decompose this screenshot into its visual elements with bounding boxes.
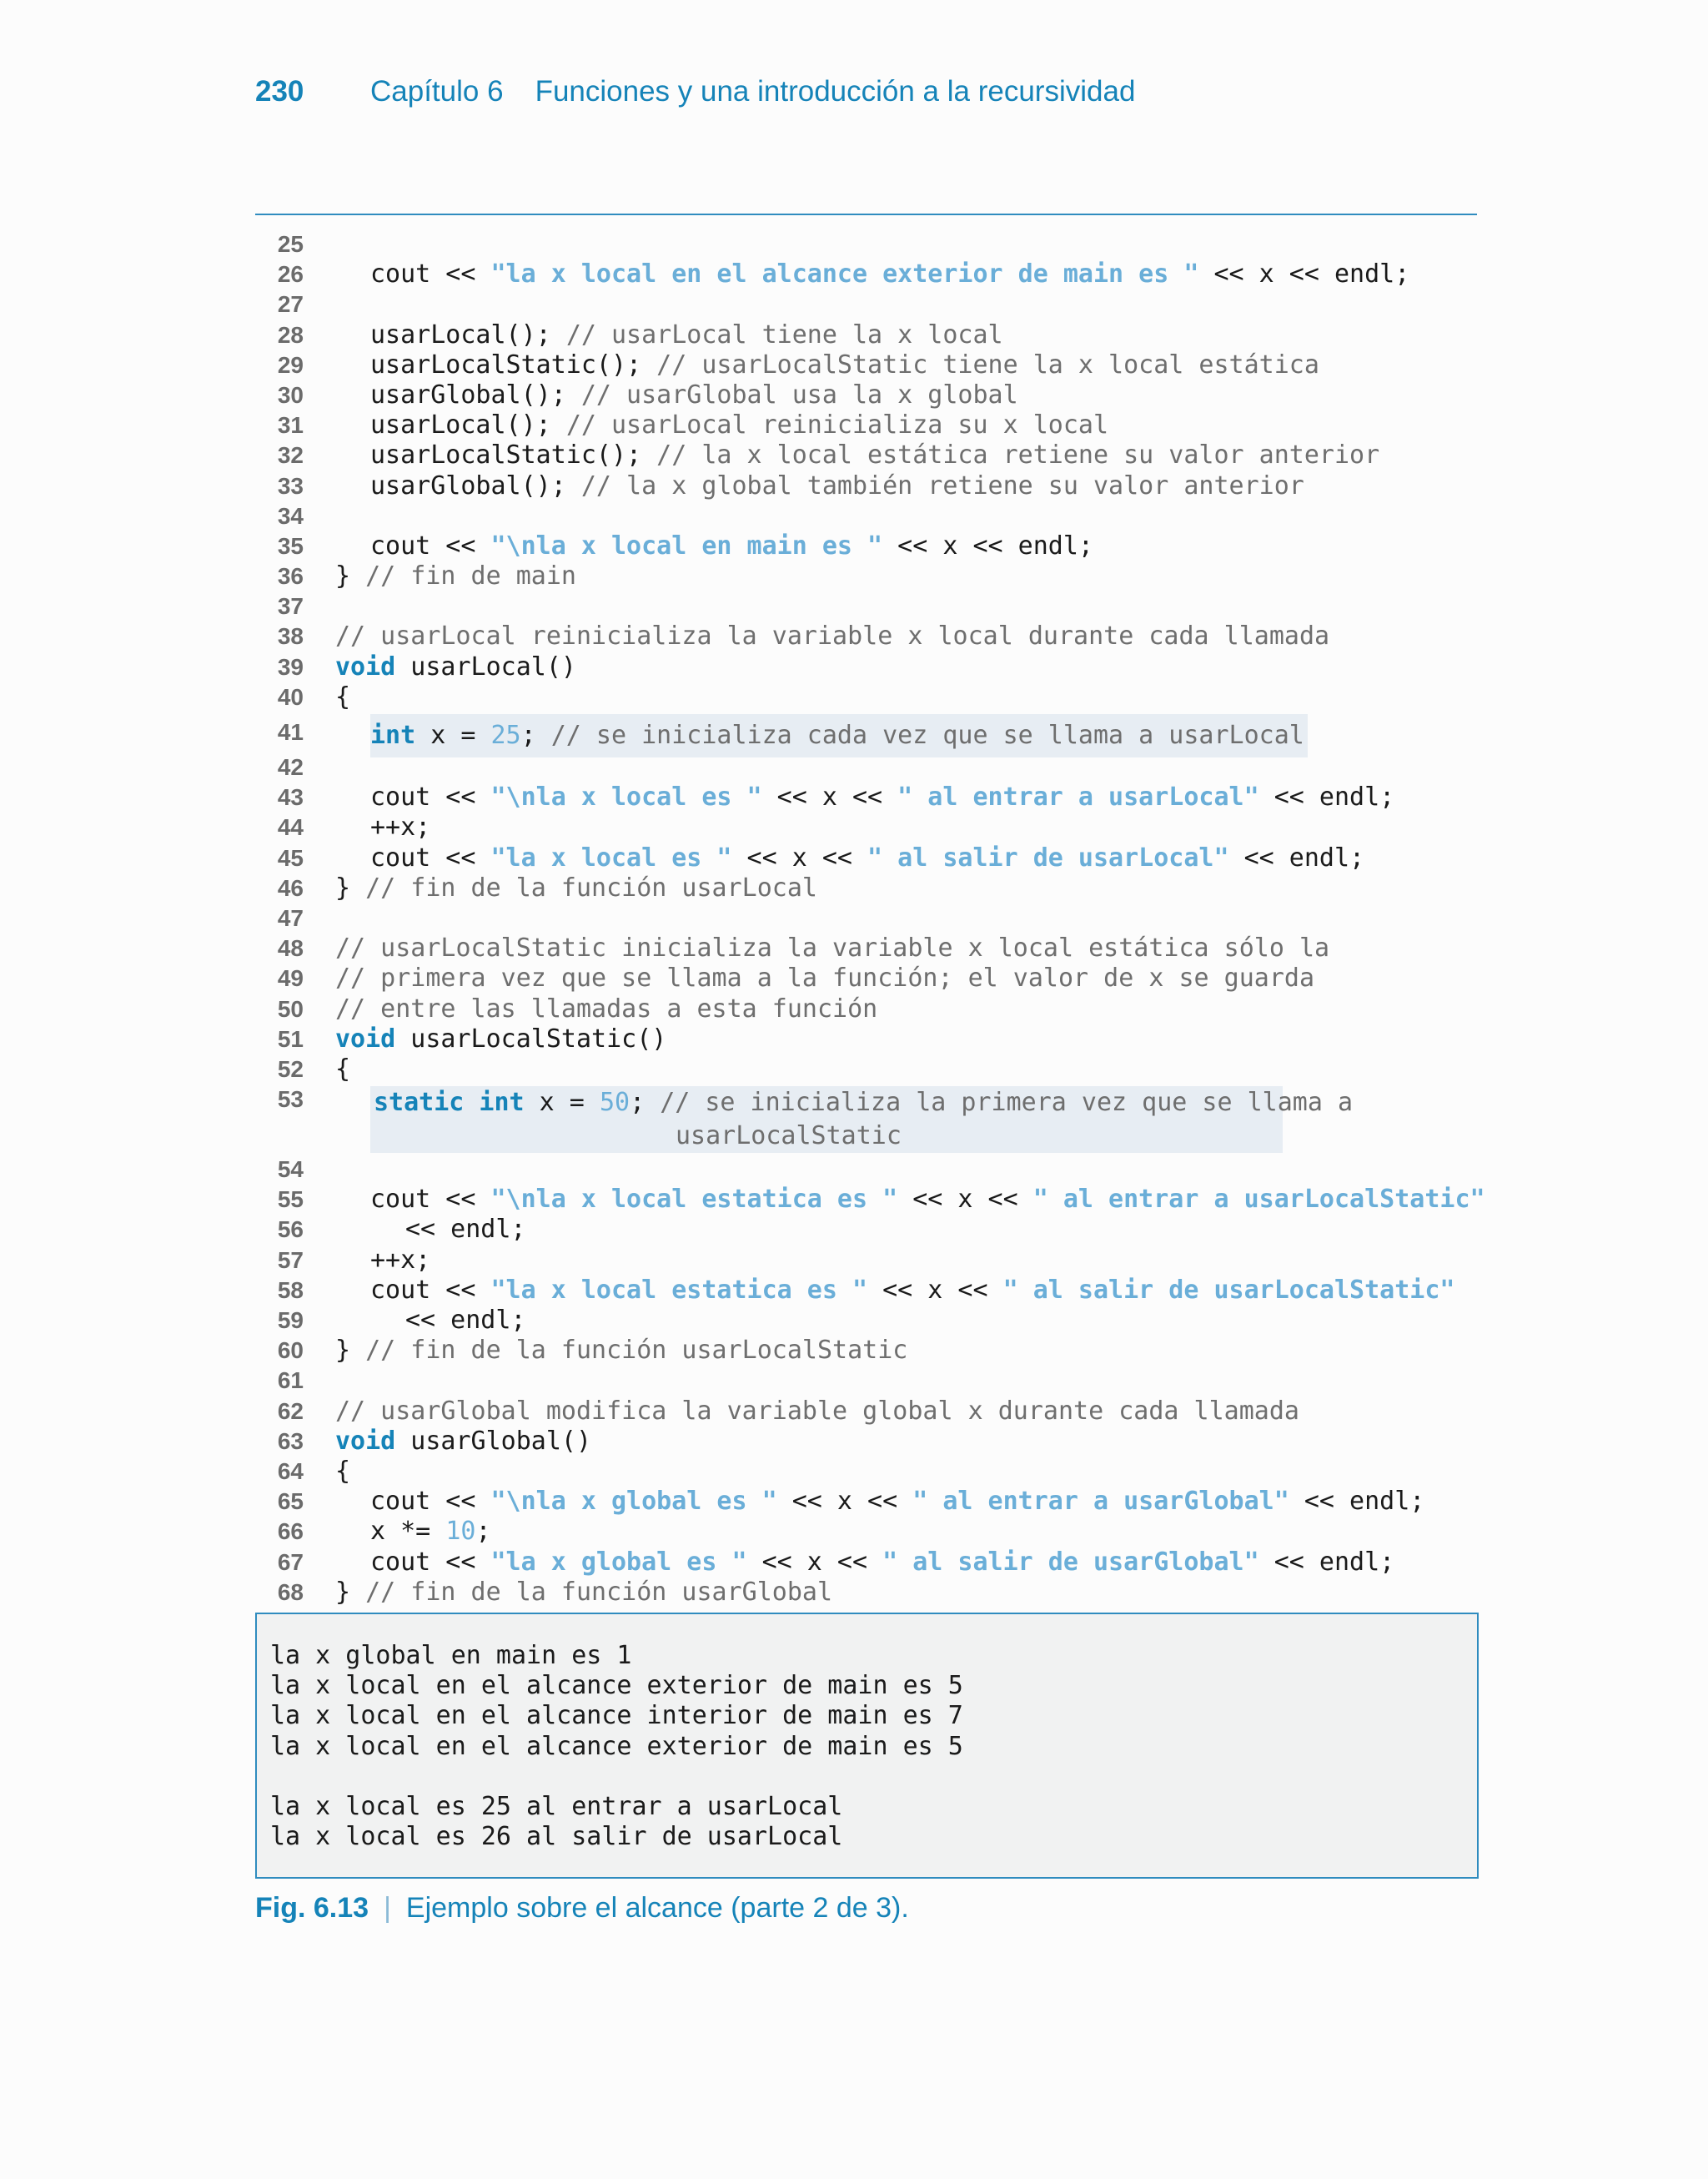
code-text: cout << xyxy=(370,1185,491,1215)
code-comment: // usarLocal reinicializa su x local xyxy=(565,410,1109,440)
code-comment: // usarGlobal modifica la variable global x durante cada llamada xyxy=(335,1396,1299,1426)
code-comment: // fin de la función usarGlobal xyxy=(365,1577,833,1607)
chapter-label: Capítulo 6 xyxy=(370,75,504,108)
code-line xyxy=(255,410,1477,440)
code-text: ; xyxy=(630,1088,661,1118)
code-keyword: void xyxy=(335,1024,396,1054)
code-line xyxy=(255,1215,1477,1245)
code-line xyxy=(255,652,1477,682)
code-line xyxy=(255,1246,1477,1276)
code-listing xyxy=(255,229,1485,1608)
code-text: usarLocal(); xyxy=(370,320,566,350)
output-line: la x local en el alcance exterior de main es 5 xyxy=(270,1731,963,1761)
line-number: 49 xyxy=(277,965,304,992)
code-line xyxy=(255,873,1477,903)
code-text: } xyxy=(335,873,366,903)
line-number: 53 xyxy=(277,1086,304,1113)
code-line xyxy=(255,994,1477,1024)
line-number: 65 xyxy=(277,1488,304,1515)
code-comment: // primera vez que se llama a la función; el valor de x se guarda xyxy=(335,964,1314,994)
code-line-highlighted xyxy=(255,714,1477,751)
line-number: 56 xyxy=(277,1216,304,1243)
code-line xyxy=(255,813,1477,843)
code-line xyxy=(255,380,1477,410)
line-number: 26 xyxy=(277,261,304,288)
code-string: " al entrar a usarLocalStatic" xyxy=(1032,1185,1485,1215)
line-number: 60 xyxy=(277,1337,304,1364)
code-line xyxy=(255,964,1477,994)
code-line xyxy=(255,1547,1477,1578)
code-text: << x << xyxy=(746,1547,883,1577)
code-text: cout << xyxy=(370,1487,491,1517)
line-number: 29 xyxy=(277,351,304,378)
line-number: 42 xyxy=(277,754,304,780)
code-string: " al entrar a usarGlobal" xyxy=(912,1487,1289,1517)
code-line xyxy=(255,440,1477,471)
code-comment: // entre las llamadas a esta función xyxy=(335,994,878,1024)
code-line xyxy=(255,1396,1477,1427)
code-text: << endl; xyxy=(405,1215,526,1245)
code-string: "\nla x global es " xyxy=(490,1487,777,1517)
code-line xyxy=(255,933,1477,964)
code-text: << x << xyxy=(867,1275,1003,1305)
code-text: << endl; xyxy=(1228,843,1365,873)
code-text: { xyxy=(335,682,351,712)
code-line xyxy=(255,752,1477,783)
code-comment: // fin de la función usarLocalStatic xyxy=(365,1336,908,1366)
code-line xyxy=(255,1185,1485,1215)
page-number: 230 xyxy=(255,75,304,108)
code-line xyxy=(255,903,1477,933)
line-number: 68 xyxy=(277,1578,304,1605)
code-number: 50 xyxy=(599,1088,630,1118)
line-number: 38 xyxy=(277,623,304,650)
code-string: "la x local en el alcance exterior de main es " xyxy=(490,259,1199,289)
code-text: ++x; xyxy=(370,1245,431,1275)
line-number: 46 xyxy=(277,874,304,901)
code-comment: // usarLocal tiene la x local xyxy=(565,320,1003,350)
line-number: 25 xyxy=(277,231,304,257)
line-number: 66 xyxy=(277,1518,304,1545)
code-comment-continuation: usarLocalStatic xyxy=(676,1121,902,1151)
code-line xyxy=(255,1276,1477,1306)
code-line xyxy=(255,1054,1477,1084)
line-number: 32 xyxy=(277,442,304,469)
code-text: usarGlobal(); xyxy=(370,380,581,410)
code-text: << x << xyxy=(761,783,898,813)
line-number: 28 xyxy=(277,321,304,348)
code-line xyxy=(255,259,1477,289)
line-number: 57 xyxy=(277,1246,304,1273)
code-comment: // usarLocal reinicializa la variable x local durante cada llamada xyxy=(335,621,1330,652)
code-line xyxy=(255,1306,1477,1336)
code-line xyxy=(255,350,1477,380)
code-string: "\nla x local en main es " xyxy=(490,531,883,561)
code-text: cout << xyxy=(370,783,491,813)
code-text: cout << xyxy=(370,1547,491,1577)
line-number: 63 xyxy=(277,1427,304,1454)
line-number: 30 xyxy=(277,381,304,408)
code-text: } xyxy=(335,1577,366,1607)
header-rule xyxy=(255,214,1477,215)
line-number: 54 xyxy=(277,1156,304,1183)
code-text: << x << endl; xyxy=(882,531,1093,561)
code-line xyxy=(255,1427,1477,1457)
line-number: 51 xyxy=(277,1025,304,1052)
line-number: 35 xyxy=(277,532,304,559)
code-text: << x << xyxy=(776,1487,913,1517)
code-line xyxy=(255,591,1477,621)
code-keyword: int xyxy=(370,721,416,750)
code-text: usarLocalStatic(); xyxy=(370,350,657,380)
code-text: usarLocal() xyxy=(395,652,576,682)
code-text: ; xyxy=(475,1517,491,1547)
line-number: 61 xyxy=(277,1367,304,1394)
figure-caption xyxy=(255,1892,909,1925)
code-text: ; xyxy=(520,721,551,750)
code-text: << endl; xyxy=(405,1306,526,1335)
code-comment: // usarGlobal usa la x global xyxy=(580,380,1018,410)
output-line: la x local en el alcance interior de main es 7 xyxy=(270,1701,963,1731)
code-text: usarGlobal(); xyxy=(370,471,581,501)
code-line xyxy=(255,1517,1477,1547)
code-number: 10 xyxy=(445,1517,476,1547)
code-string: "la x local es " xyxy=(490,843,732,873)
code-text: x = xyxy=(415,721,491,750)
line-number: 59 xyxy=(277,1307,304,1333)
code-comment: // fin de la función usarLocal xyxy=(365,873,817,903)
code-text: << x << xyxy=(731,843,868,873)
code-text: { xyxy=(335,1456,351,1486)
caption-separator: | xyxy=(384,1892,391,1924)
code-keyword: void xyxy=(335,652,396,682)
line-number: 36 xyxy=(277,563,304,590)
output-line xyxy=(270,1762,963,1792)
code-text: x = xyxy=(524,1088,600,1118)
code-line xyxy=(255,561,1477,591)
line-number: 55 xyxy=(277,1186,304,1213)
code-line xyxy=(255,531,1477,561)
line-number: 45 xyxy=(277,844,304,871)
code-line xyxy=(255,1457,1477,1487)
code-string: " al salir de usarLocalStatic" xyxy=(1002,1275,1455,1305)
program-output-box xyxy=(255,1613,1479,1879)
line-number: 58 xyxy=(277,1276,304,1303)
code-text: } xyxy=(335,1336,366,1366)
line-number: 47 xyxy=(277,904,304,931)
page-header xyxy=(255,75,1135,108)
code-string: "\nla x local estatica es " xyxy=(490,1185,898,1215)
code-line xyxy=(255,1024,1477,1054)
figure-caption-text: Ejemplo sobre el alcance (parte 2 de 3). xyxy=(405,1892,909,1924)
line-number: 64 xyxy=(277,1457,304,1484)
code-text: cout << xyxy=(370,843,491,873)
code-text: << x << endl; xyxy=(1198,259,1410,289)
code-line xyxy=(255,1487,1477,1517)
code-comment: // se inicializa cada vez que se llama a usarLocal xyxy=(550,721,1304,750)
code-text: usarLocal(); xyxy=(370,410,566,440)
code-text: usarGlobal() xyxy=(395,1426,592,1456)
code-number: 25 xyxy=(490,721,521,750)
code-comment: // usarLocalStatic inicializa la variable x local estática sólo la xyxy=(335,933,1330,964)
line-number: 52 xyxy=(277,1055,304,1082)
code-string: " al salir de usarLocal" xyxy=(867,843,1229,873)
line-number: 44 xyxy=(277,814,304,841)
chapter-title: Funciones y una introducción a la recursividad xyxy=(535,75,1136,108)
code-text: << endl; xyxy=(1289,1487,1425,1517)
line-number: 27 xyxy=(277,291,304,318)
line-number: 48 xyxy=(277,935,304,962)
code-line xyxy=(255,682,1477,712)
code-line xyxy=(255,783,1477,813)
code-line xyxy=(255,621,1477,652)
line-number: 67 xyxy=(277,1548,304,1575)
code-line xyxy=(255,501,1477,531)
code-text: usarLocalStatic(); xyxy=(370,440,657,471)
code-string: "la x global es " xyxy=(490,1547,747,1577)
code-line xyxy=(255,1155,1477,1185)
line-number: 31 xyxy=(277,412,304,439)
code-string: "\nla x local es " xyxy=(490,783,762,813)
line-number: 37 xyxy=(277,593,304,620)
output-line: la x local es 25 al entrar a usarLocal xyxy=(270,1791,843,1821)
code-comment: // la x local estática retiene su valor anterior xyxy=(656,440,1380,471)
code-line xyxy=(255,289,1477,320)
code-line xyxy=(255,1366,1477,1396)
line-number: 50 xyxy=(277,995,304,1022)
code-line xyxy=(255,229,1477,259)
line-number: 34 xyxy=(277,502,304,529)
code-text: << endl; xyxy=(1258,1547,1395,1577)
line-number: 33 xyxy=(277,472,304,499)
code-keyword: static int xyxy=(374,1088,525,1118)
code-text: usarLocalStatic() xyxy=(395,1024,667,1054)
code-text: { xyxy=(335,1054,351,1084)
figure-label: Fig. 6.13 xyxy=(255,1892,369,1924)
code-comment: // usarLocalStatic tiene la x local estática xyxy=(656,350,1319,380)
output-line: la x local en el alcance exterior de main es 5 xyxy=(270,1671,963,1701)
code-line xyxy=(255,471,1477,501)
line-number: 62 xyxy=(277,1397,304,1424)
code-line-highlighted xyxy=(255,1084,1477,1155)
code-text: x *= xyxy=(370,1517,446,1547)
code-line xyxy=(255,843,1477,873)
code-comment: // se inicializa la primera vez que se llama a xyxy=(660,1088,1354,1118)
code-string: " al salir de usarGlobal" xyxy=(882,1547,1259,1577)
code-line xyxy=(255,320,1477,350)
line-number: 41 xyxy=(277,719,304,745)
code-string: " al entrar a usarLocal" xyxy=(897,783,1259,813)
code-text: cout << xyxy=(370,259,491,289)
program-output xyxy=(270,1641,963,1852)
output-line: la x global en main es 1 xyxy=(270,1641,632,1670)
code-line xyxy=(255,1578,1477,1608)
code-text: << endl; xyxy=(1258,783,1395,813)
code-text: } xyxy=(335,561,366,591)
code-keyword: void xyxy=(335,1426,396,1456)
code-text: ++x; xyxy=(370,813,431,843)
line-number: 39 xyxy=(277,653,304,680)
code-comment: // fin de main xyxy=(365,561,576,591)
line-number: 43 xyxy=(277,784,304,811)
output-line: la x local es 26 al salir de usarLocal xyxy=(270,1822,843,1852)
code-text: << x << xyxy=(897,1185,1033,1215)
code-text: cout << xyxy=(370,1275,491,1305)
code-line xyxy=(255,1336,1477,1366)
code-text: cout << xyxy=(370,531,491,561)
line-number: 40 xyxy=(277,683,304,710)
code-string: "la x local estatica es " xyxy=(490,1275,868,1305)
code-comment: // la x global también retiene su valor anterior xyxy=(580,471,1304,501)
